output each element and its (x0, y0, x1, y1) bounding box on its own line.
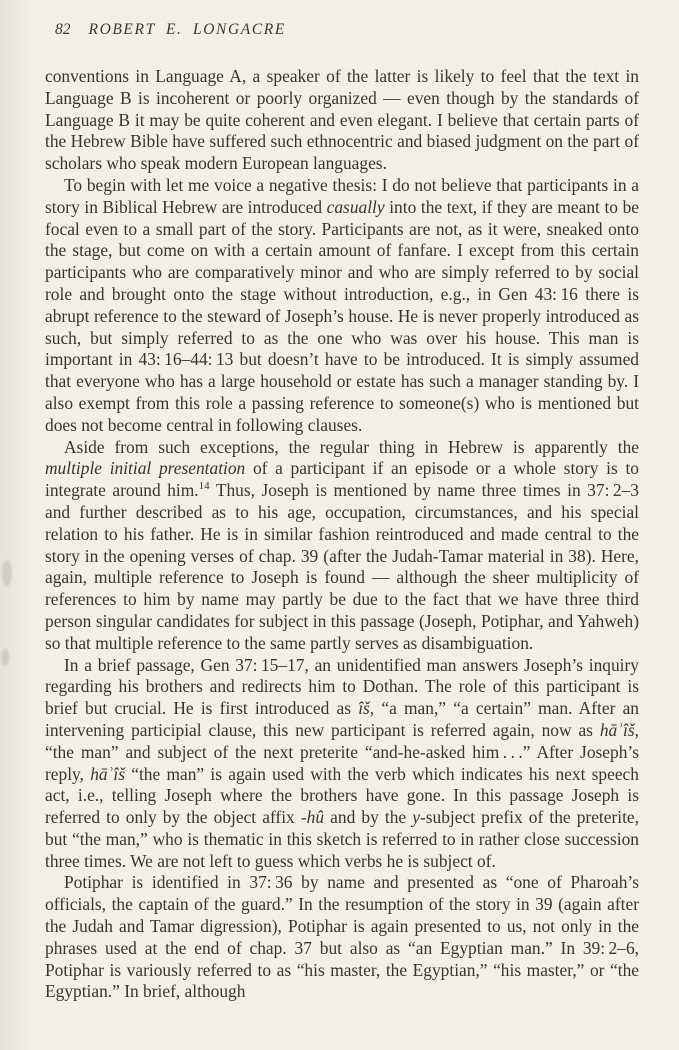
text-run: , “the man” and subject of the next preterite “and-he-asked him . . .” After Joseph’s reply, (45, 719, 639, 784)
italic-run: casually (326, 196, 385, 217)
italic-run: hāʾîš (90, 763, 125, 784)
scan-artifact (1, 648, 9, 666)
paragraph (45, 872, 639, 1003)
running-header (55, 21, 286, 39)
paragraph (45, 175, 639, 437)
text-run: -subject prefix of the preterite, but “the man,” who is thematic in this sketch is referred to in rather close succession three times. We are not left to guess which verbs he is subject of. (45, 807, 639, 871)
scan-edge-shadow (0, 0, 34, 1050)
text-run: , “a man,” “a certain” man. After an intervening participial clause, this new participant is referred again, now as (45, 698, 640, 740)
italic-run: -hû (300, 807, 325, 828)
scan-artifact (2, 560, 12, 586)
body-text (45, 66, 639, 1003)
text-run: Thus, Joseph is mentioned by name three times in 37: 2–3 and further described as to his age, occupation, circumstances, and his special relation to his father. He is in similar fashion reintroduced and made central to the story in the opening verses of chap. 39 (after the Judah-Tamar material in 38). Here, again, multiple reference to Joseph is found — although the sheer multiplicity of references to him by name may partly be due to the fact that we have three third person singular candidates for subject in this passage (Joseph, Potiphar, and Yahweh) so that multiple reference to the same partly serves as disambiguation. (45, 480, 639, 653)
text-run: Potiphar is identified in 37: 36 by name and presented as “one of Pharoah’s officials, the captain of the guard.” In the resumption of the story in 39 (again after the Judah and Tamar digression), Potiphar is again presented to us, not only in the phrases used at the end of chap. 37 but also as “an Egyptian man.” In 39: 2–6, Potiphar is variously referred to as “his master, the Egyptian,” “his master,” or “the Egyptian.” In brief, although (45, 872, 639, 1002)
page-number: 82 (55, 21, 71, 38)
text-run: To begin with let me voice a negative thesis: I do not believe that participants in a story in Biblical Hebrew are introduced (45, 174, 639, 217)
paragraph (45, 655, 639, 873)
text-run: into the text, if they are meant to be focal even to a small part of the story. Participants are not, as it were, sneaked onto the stage, but come on with a certain amount of fanfare. I except from this certain participants who are comparatively minor and who are simply referred to by social role and brought onto the stage without introduction, e.g., in Gen 43: 16 there is abrupt reference to the steward of Joseph’s house. He is never properly introduced as such, but simply referred to as the one who was over his house. This man is important in 43: 16–44: 13 but doesn’t have to be introduced. It is simply assumed that everyone who has a large household or estate has such a manager standing by. I also exempt from this role a passing reference to someone(s) who is mentioned but does not become central in following clauses. (45, 196, 639, 435)
text-run: In a brief passage, Gen 37: 15–17, an unidentified man answers Joseph’s inquiry regarding his brothers and redirects him to Dothan. The role of this participant is brief but crucial. He is first introduced as (45, 654, 639, 719)
text-run: and by the (324, 807, 413, 828)
footnote-reference: 14 (198, 480, 210, 493)
paragraph (45, 66, 639, 175)
text-run: conventions in Language A, a speaker of the latter is likely to feel that the text in Language B is incoherent or poorly organized — even though by the standards of Language B it may be quite coherent and even elegant. I believe that certain parts of the Hebrew Bible have suffered such ethnocentric and biased judgment on the part of scholars who speak modern European languages. (45, 66, 639, 174)
italic-run: multiple initial presentation (45, 458, 246, 479)
paragraph (45, 437, 639, 655)
text-run: of a participant if an episode or a whole story is to integrate around him. (45, 458, 639, 501)
italic-run: y (412, 807, 420, 828)
italic-run: hāʾîš (599, 719, 635, 740)
running-title: ROBERT E. LONGACRE (88, 21, 286, 38)
text-run: “the man” is again used with the verb which indicates his next speech act, i.e., telling Joseph where the brothers have gone. In this passage Joseph is referred to only by the object affix (45, 763, 639, 828)
italic-run: îš (358, 698, 370, 719)
text-run: Aside from such exceptions, the regular thing in Hebrew is apparently the (64, 436, 639, 457)
